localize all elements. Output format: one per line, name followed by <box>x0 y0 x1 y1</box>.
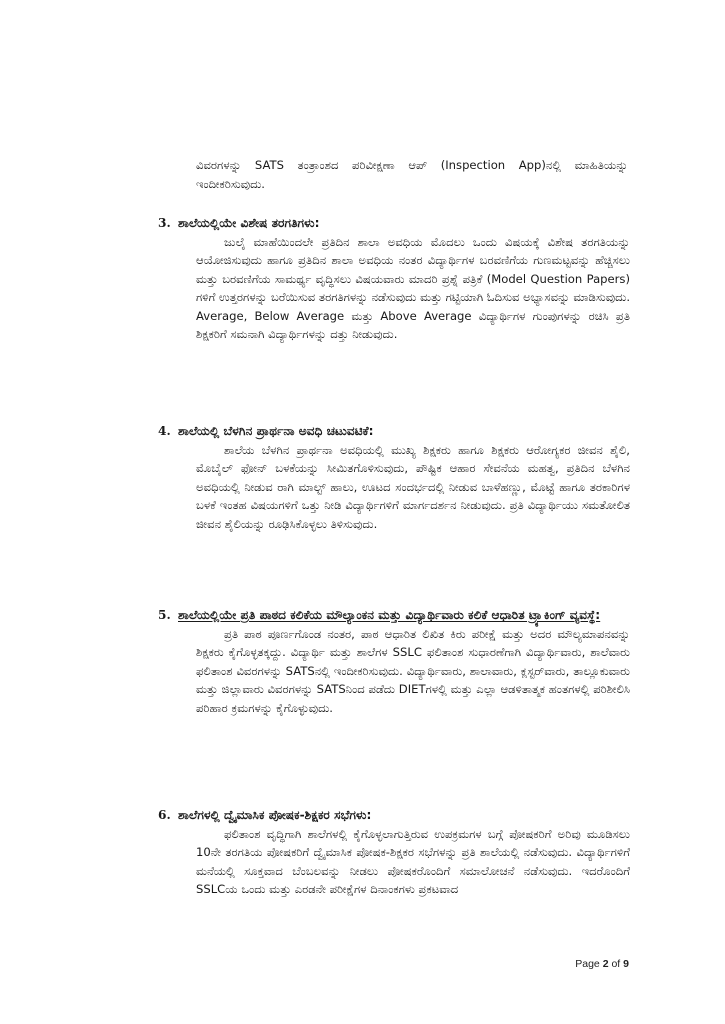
page-total: 9 <box>623 958 629 970</box>
section-number: 6. <box>158 808 171 822</box>
section-title: ಶಾಲೆಯಲ್ಲಿಯೇ ಪ್ರತಿ ಪಾಠದ ಕಲಿಕೆಯ ಮೌಲ್ಯಾಂಕನ ಮತ್ತು ವಿದ್ಯಾರ್ಥಿವಾರು ಕಲಿಕೆ ಆಧಾರಿತ ಟ್ರ್ಯಾಕಿಂಗ್ ವ್ಯವಸ್ಥೆ: <box>178 608 601 622</box>
section-4 <box>158 422 630 533</box>
section-body: ಶಾಲೆಯ ಬೆಳಗಿನ ಪ್ರಾರ್ಥನಾ ಅವಧಿಯಲ್ಲಿ ಮುಖ್ಯ ಶಿಕ್ಷಕರು ಹಾಗೂ ಶಿಕ್ಷಕರು ಆರೋಗ್ಯಕರ ಜೀವನ ಶೈಲಿ, ಮೊಬೈಲ್ ಫೋನ್ ಬಳಕೆಯನ್ನು ಸೀಮಿತಗೊಳಿಸುವುದು, ಪೌಷ್ಟಿಕ ಆಹಾರ ಸೇವನೆಯ ಮಹತ್ವ, ಪ್ರತಿದಿನ ಬೆಳಗಿನ ಅವಧಿಯಲ್ಲಿ ನೀಡುವ ರಾಗಿ ಮಾಲ್ಟ್ ಹಾಲು, ಊಟದ ಸಂದರ್ಭದಲ್ಲಿ ನೀಡುವ ಬಾಳೆಹಣ್ಣು, ಮೊಟ್ಟೆ ಹಾಗೂ ತರಕಾರಿಗಳ ಬಳಕೆ ಇಂತಹ ವಿಷಯಗಳಿಗೆ ಒತ್ತು ನೀಡಿ ವಿದ್ಯಾರ್ಥಿಗಳಿಗೆ ಮಾರ್ಗದರ್ಶನ ನೀಡುವುದು. ಪ್ರತಿ ವಿದ್ಯಾರ್ಥಿಯು ಸಮತೋಲಿತ ಜೀವನ ಶೈಲಿಯನ್ನು ರೂಢಿಸಿಕೊಳ್ಳಲು ತಿಳಿಸುವುದು. <box>196 442 630 531</box>
page-current: 2 <box>602 958 609 970</box>
section-6 <box>158 806 630 899</box>
section-title: ಶಾಲೆಯಲ್ಲಿಯೇ ವಿಶೇಷ ತರಗತಿಗಳು: <box>178 216 320 230</box>
section-heading <box>158 422 630 441</box>
section-3 <box>158 214 630 344</box>
intro-paragraph: ವಿವರಗಳನ್ನು SATS ತಂತ್ರಾಂಶದ ಪರಿವೀಕ್ಷಣಾ ಆಪ್ (Inspection App)ನಲ್ಲಿ ಮಾಹಿತಿಯನ್ನು ಇಂದೀಕರಿಸುವುದು. <box>196 158 628 191</box>
section-5 <box>158 606 630 717</box>
section-heading <box>158 214 630 233</box>
section-title: ಶಾಲೆಗಳಲ್ಲಿ ದ್ವೈಮಾಸಿಕ ಪೋಷಕ-ಶಿಕ್ಷಕರ ಸಭೆಗಳು: <box>178 808 372 822</box>
of-word: of <box>611 958 621 970</box>
section-heading <box>158 606 630 625</box>
page-number-footer <box>575 958 629 970</box>
section-heading <box>158 806 630 825</box>
section-body: ಫಲಿತಾಂಶ ವೃದ್ಧಿಗಾಗಿ ಶಾಲೆಗಳಲ್ಲಿ ಕೈಗೊಳ್ಳಲಾಗುತ್ತಿರುವ ಉಪಕ್ರಮಗಳ ಬಗ್ಗೆ ಪೋಷಕರಿಗೆ ಅರಿವು ಮೂಡಿಸಲು 10ನೇ ತರಗತಿಯ ಪೋಷಕರಿಗೆ ದ್ವೈಮಾಸಿಕ ಪೋಷಕ-ಶಿಕ್ಷಕರ ಸಭೆಗಳನ್ನು ಪ್ರತಿ ಶಾಲೆಯಲ್ಲಿ ನಡೆಸುವುದು. ವಿದ್ಯಾರ್ಥಿಗಳಿಗೆ ಮನೆಯಲ್ಲಿ ಸೂಕ್ತವಾದ ಬೆಂಬಲವನ್ನು ನೀಡಲು ಪೋಷಕರೊಂದಿಗೆ ಸಮಾಲೋಚನೆ ನಡೆಸುವುದು. ಇದರೊಂದಿಗೆ SSLCಯ ಒಂದು ಮತ್ತು ಎರಡನೇ ಪರೀಕ್ಷೆಗಳ ದಿನಾಂಕಗಳು ಪ್ರಕಟವಾದ <box>196 826 630 896</box>
section-number: 3. <box>158 216 171 230</box>
section-number: 4. <box>158 424 171 438</box>
section-title: ಶಾಲೆಯಲ್ಲಿ ಬೆಳಗಿನ ಪ್ರಾರ್ಥನಾ ಅವಧಿ ಚಟುವಟಿಕೆ: <box>178 424 374 438</box>
section-body: ಜುಲೈ ಮಾಹೆಯಿಂದಲೇ ಪ್ರತಿದಿನ ಶಾಲಾ ಅವಧಿಯ ಮೊದಲು ಒಂದು ವಿಷಯಕ್ಕೆ ವಿಶೇಷ ತರಗತಿಯನ್ನು ಆಯೋಜಿಸುವುದು ಹಾಗೂ ಪ್ರತಿದಿನ ಶಾಲಾ ಅವಧಿಯ ನಂತರ ವಿದ್ಯಾರ್ಥಿಗಳ ಬರವಣಿಗೆಯ ಗುಣಮಟ್ಟವನ್ನು ಹೆಚ್ಚಿಸಲು ಮತ್ತು ಬರವಣಿಗೆಯ ಸಾಮರ್ಥ್ಯ ವೃದ್ಧಿಸಲು ವಿಷಯವಾರು ಮಾದರಿ ಪ್ರಶ್ನೆ ಪತ್ರಿಕೆ (Model Question Papers) ಗಳಿಗೆ ಉತ್ತರಗಳನ್ನು ಬರೆಯಿಸುವ ತರಗತಿಗಳನ್ನು ನಡೆಸುವುದು ಮತ್ತು ಗಟ್ಟಿಯಾಗಿ ಓದಿಸುವ ಅಭ್ಯಾಸವನ್ನು ಮಾಡಿಸುವುದು. Average, Below Average ಮತ್ತು Above Average ವಿದ್ಯಾರ್ಥಿಗಳ ಗುಂಪುಗಳನ್ನು ರಚಿಸಿ ಪ್ರತಿ ಶಿಕ್ಷಕರಿಗೆ ಸಮನಾಗಿ ವಿದ್ಯಾರ್ಥಿಗಳನ್ನು ದತ್ತು ನೀಡುವುದು. <box>196 234 630 341</box>
section-body: ಪ್ರತಿ ಪಾಠ ಪೂರ್ಣಗೊಂಡ ನಂತರ, ಪಾಠ ಆಧಾರಿತ ಲಿಖಿತ ಕಿರು ಪರೀಕ್ಷೆ ಮತ್ತು ಅದರ ಮೌಲ್ಯಮಾಪನವನ್ನು ಶಿಕ್ಷಕರು ಕೈಗೊಳ್ಳತಕ್ಕದ್ದು. ವಿದ್ಯಾರ್ಥಿ ಮತ್ತು ಶಾಲೆಗಳ SSLC ಫಲಿತಾಂಶ ಸುಧಾರಣೆಗಾಗಿ ವಿದ್ಯಾರ್ಥಿವಾರು, ಶಾಲೆವಾರು ಫಲಿತಾಂಶ ವಿವರಗಳನ್ನು SATSನಲ್ಲಿ ಇಂದೀಕರಿಸುವುದು. ವಿದ್ಯಾರ್ಥಿವಾರು, ಶಾಲಾವಾರು, ಕ್ಲಸ್ಟರ್‌ವಾರು, ತಾಲ್ಲೂಕುವಾರು ಮತ್ತು ಜಿಲ್ಲಾವಾರು ವಿವರಗಳನ್ನು SATSನಿಂದ ಪಡೆದು DIETಗಳಲ್ಲಿ ಮತ್ತು ಎಲ್ಲಾ ಆಡಳಿತಾತ್ಮಕ ಹಂತಗಳಲ್ಲಿ ಪರಿಶೀಲಿಸಿ ಪರಿಹಾರ ಕ್ರಮಗಳನ್ನು ಕೈಗೊಳ್ಳುವುದು. <box>196 626 630 715</box>
section-number: 5. <box>158 608 171 622</box>
page-word: Page <box>575 958 600 970</box>
